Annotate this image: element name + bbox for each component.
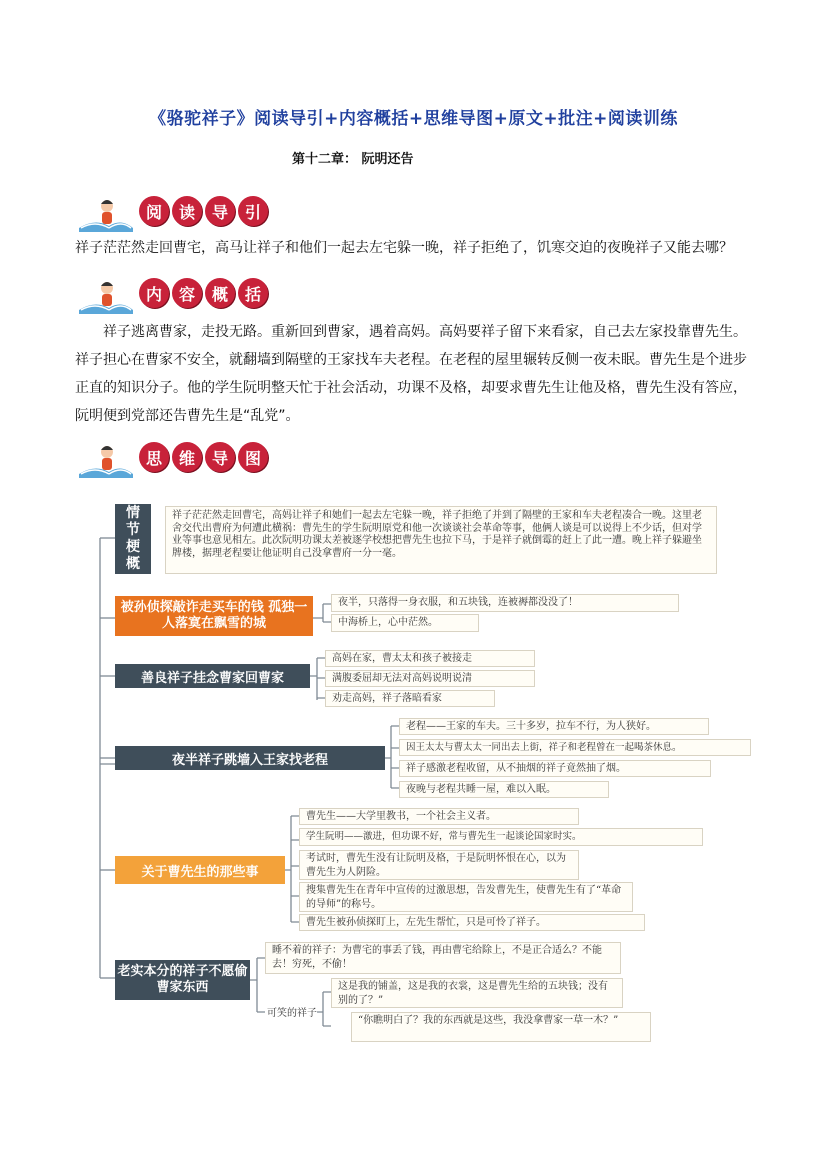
- mindmap-leaf: 夜半，只落得一身衣服，和五块钱，连被褥都没没了！: [331, 594, 679, 612]
- mindmap-leaf: 满腹委屈却无法对高妈说明说清: [325, 670, 535, 687]
- mindmap-node-plot: [115, 504, 151, 574]
- mindmap-char-4: 图: [238, 442, 268, 472]
- mindmap-leaf-plot: 祥子茫茫然走回曹宅，高妈让祥子和她们一起去左宅躲一晚，祥子拒绝了并到了隔壁的王家和车夫老程凑合一晚。这里老舍交代出曹府为何遭此横祸：曹先生的学生阮明原党和他一次谈谈社会革命等事，他俩人谈是可以说得上不少话，但对学业等事也意见相左。此次阮明功课太差被逐学校想把曹先生也拉下马，于是祥子就倒霉的赶上了此一遭。晚上祥子躲避坐牌楼，据理老程要让他证明自己没拿曹府一分一毫。: [165, 506, 717, 574]
- section-head-guide: [75, 196, 275, 236]
- section-head-mindmap: [75, 442, 275, 482]
- mindmap-leaf: “你瞧明白了？我的东西就是这些，我没拿曹家一草一木？”: [351, 1012, 651, 1042]
- mindmap-leaf: 高妈在家，曹太太和孩子被接走: [325, 650, 535, 667]
- mindmap-leaf: 因王太太与曹太太一同出去上街，祥子和老程曾在一起喝茶休息。: [399, 739, 751, 756]
- mindmap-leaf: 曹先生被孙侦探盯上，左先生帮忙，只是可怜了祥子。: [299, 914, 645, 931]
- guide-char-1: 阅: [139, 196, 169, 226]
- chapter-subtitle: 第十二章： 阮明还告: [292, 152, 414, 167]
- summary-paragraph: 祥子逃离曹家，走投无路。重新回到曹家，遇着高妈。高妈要祥子留下来看家，自己去左家投靠曹先生。祥子担心在曹家不安全，就翻墙到隔壁的王家找车夫老程。在老程的屋里辗转反侧一夜未眠。曹先生是个进步正直的知识分子。他的学生阮明整天忙于社会活动，功课不及格，却要求曹先生让他及格，曹先生没有答应，阮明便到党部还告曹先生是“乱党”。: [75, 324, 747, 424]
- mindmap-leaf: 劝走高妈，祥子落暗看家: [325, 690, 495, 707]
- guide-char-4: 引: [238, 196, 268, 226]
- mind-map: [95, 498, 755, 1058]
- guide-char-3: 导: [205, 196, 235, 226]
- mindmap-node-wang-house: 夜半祥子跳墙入王家找老程: [115, 746, 385, 770]
- mindmap-leaf: 睡不着的祥子：为曹宅的事丢了钱，再由曹宅给除上，不是正合适么？不能去！穷死，不偷！: [265, 942, 621, 974]
- guide-paragraph: 祥子茫茫然走回曹宅，高马让祥子和他们一起去左宅躲一晚，祥子拒绝了，饥寒交迫的夜晚祥子又能去哪？: [75, 240, 733, 256]
- mindmap-char-3: 导: [205, 442, 235, 472]
- mindmap-char-2: 维: [172, 442, 202, 472]
- mindmap-leaf: 祥子感激老程收留，从不抽烟的祥子竟然抽了烟。: [399, 760, 711, 777]
- section-head-summary: [75, 278, 275, 318]
- mindmap-char-1: 思: [139, 442, 169, 472]
- mindmap-node-cao: 关于曹先生的那些事: [115, 856, 285, 884]
- reading-person-icon: [75, 444, 135, 480]
- mindmap-leaf: 曹先生——大学里教书，一个社会主义者。: [299, 808, 579, 825]
- guide-char-2: 读: [172, 196, 202, 226]
- mindmap-node-robbed: 被孙侦探敲诈走买车的钱 孤独一人落寞在飘雪的城: [115, 596, 313, 636]
- mindmap-leaf: 考试时，曹先生没有让阮明及格，于是阮明怀恨在心，以为曹先生为人阴险。: [299, 850, 579, 880]
- document-title: 《骆驼祥子》阅读导引+内容概括+思维导图+原文+批注+阅读训练: [149, 109, 678, 129]
- reading-person-icon: [75, 280, 135, 316]
- mindmap-leaf: 学生阮明——激进，但功课不好，常与曹先生一起谈论国家时实。: [299, 828, 703, 846]
- mindmap-node-return: 善良祥子挂念曹家回曹家: [115, 664, 310, 688]
- mindmap-leaf: 搜集曹先生在青年中宣传的过激思想，告发曹先生，使曹先生有了“革命的导师”的称号。: [299, 882, 633, 912]
- summary-char-4: 括: [238, 278, 268, 308]
- mindmap-sub-label: 可笑的祥子: [267, 1008, 317, 1019]
- mindmap-node-honest: 老实本分的祥子不愿偷曹家东西: [115, 960, 250, 1000]
- mindmap-leaf: 夜晚与老程共睡一屋，难以入眠。: [399, 781, 609, 798]
- mindmap-leaf: 老程——王家的车夫。三十多岁，拉车不行，为人狭好。: [399, 718, 709, 735]
- summary-char-1: 内: [139, 278, 169, 308]
- reading-person-icon: [75, 198, 135, 234]
- node-plot-label: 情节梗概: [126, 505, 140, 572]
- summary-char-3: 概: [205, 278, 235, 308]
- mindmap-leaf: 这是我的铺盖，这是我的衣裳，这是曹先生给的五块钱；没有别的了？”: [331, 978, 623, 1008]
- mindmap-leaf: 中海桥上，心中茫然。: [331, 614, 479, 632]
- summary-char-2: 容: [172, 278, 202, 308]
